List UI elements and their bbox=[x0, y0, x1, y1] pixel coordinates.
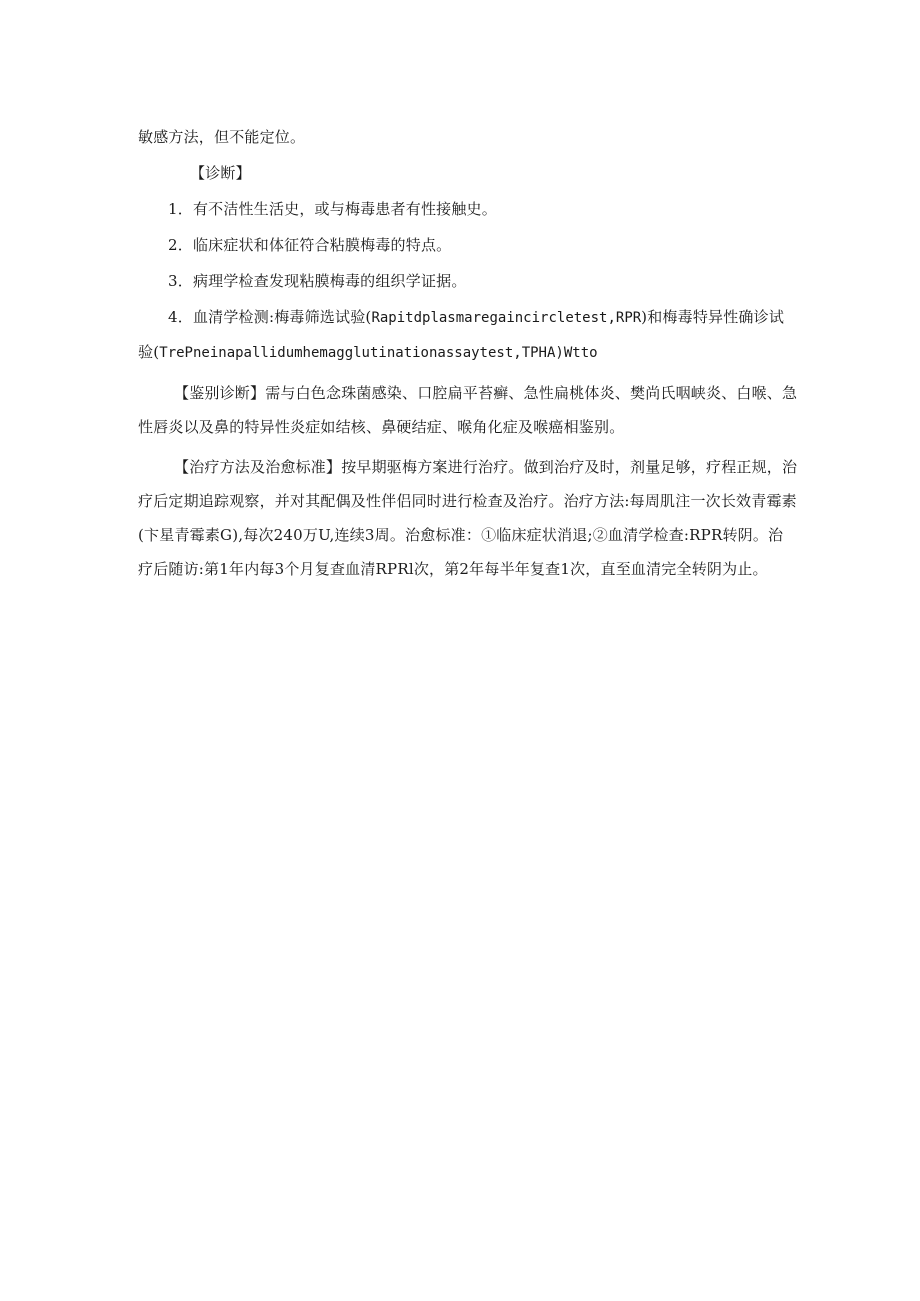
treatment-paragraph bbox=[138, 450, 798, 586]
differential-heading: 【鉴别诊断】 bbox=[174, 384, 266, 402]
item4-prefix: 4．血清学检测:梅毒筛选试验( bbox=[168, 308, 372, 326]
treatment-text: 按早期驱梅方案进行治疗。做到治疗及时，剂量足够，疗程正规，治疗后定期追踪观察，并对其配偶及性伴侣同时进行检查及治疗。治疗方法:每周肌注一次长效青霉素(卞星青霉素G),每次240万U,连续3周。治愈标准：①临床症状消退;②血清学检查:RPR转阴。治疗后随访:第1年内每3个月复查血清RPRl次，第2年每半年复查1次，直至血清完全转阴为止。 bbox=[138, 458, 798, 578]
item4-mid: )和梅毒特异性确诊试验( bbox=[138, 308, 785, 361]
diagnosis-item-3: 3．病理学检查发现粘膜梅毒的组织学证据。 bbox=[168, 272, 467, 290]
document-body bbox=[138, 120, 798, 586]
tpha-term: TrePneinapallidumhemagglutinationassaytest,TPHA bbox=[159, 345, 556, 361]
differential-diagnosis-paragraph bbox=[138, 376, 798, 444]
diagnosis-heading: 【诊断】 bbox=[190, 164, 251, 182]
rpr-term: Rapitdplasmaregaincircletest,RPR bbox=[371, 310, 642, 326]
continuation-text: 敏感方法，但不能定位。 bbox=[138, 128, 306, 146]
item4-suffix: )Wtto bbox=[555, 345, 598, 361]
diagnosis-item-4 bbox=[138, 300, 798, 370]
treatment-heading: 【治疗方法及治愈标准】 bbox=[174, 458, 342, 476]
diagnosis-item-1: 1．有不洁性生活史，或与梅毒患者有性接触史。 bbox=[168, 200, 497, 218]
differential-text: 需与白色念珠菌感染、口腔扁平苔癣、急性扁桃体炎、樊尚氏咽峡炎、白喉、急性唇炎以及鼻的特异性炎症如结核、鼻硬结症、喉角化症及喉癌相鉴别。 bbox=[138, 384, 798, 436]
diagnosis-item-2: 2．临床症状和体征符合粘膜梅毒的特点。 bbox=[168, 236, 452, 254]
